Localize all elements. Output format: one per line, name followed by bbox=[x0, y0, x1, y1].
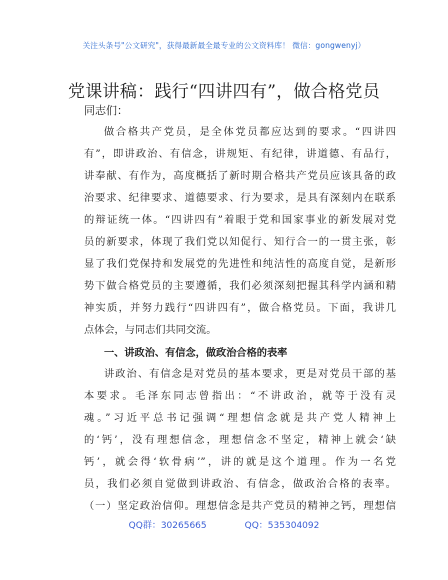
document-body bbox=[84, 100, 396, 518]
paragraph-line: 势下做合格党员的主要遵循，我们必须深刻把握其科学内涵和精 bbox=[84, 281, 396, 292]
paragraph-line: （一）坚定政治信仰。理想信念是共产党员的精神之钙，理想信 bbox=[84, 501, 396, 512]
header-note: 关注头条号"公文研究"，获得最新最全最专业的公文资料库！ 微信：gongwenyj） bbox=[82, 41, 366, 50]
section-heading: 一、讲政治、有信念，做政治合格的表率 bbox=[104, 347, 288, 359]
paragraph-line: 讲奉献、有作为，高度概括了新时期合格共产党员应该具备的政 bbox=[84, 171, 396, 182]
paragraph-line: 做合格共产党员，是全体党员都应达到的要求。“四讲四 bbox=[104, 127, 396, 138]
footer-qq: QQ：535304092 bbox=[244, 521, 320, 531]
footer-qq-group: QQ群：30265665 bbox=[128, 521, 207, 531]
paragraph-line: 本要求。毛泽东同志曾指出：“不讲政治，就等于没有灵 bbox=[84, 391, 396, 402]
salutation: 同志们： bbox=[84, 104, 128, 117]
paragraph-line: 讲政治、有信念是对党员的基本要求，更是对党员干部的基 bbox=[104, 369, 396, 380]
paragraph-line: 的辩证统一体。“四讲四有”着眼于党和国家事业的新发展对党 bbox=[84, 215, 396, 226]
document-title: 党课讲稿：践行“四讲四有”，做合格党员 bbox=[67, 82, 381, 102]
paragraph-line: 员的新要求，体现了我们党以知促行、知行合一的一贯主张，彰 bbox=[84, 237, 396, 248]
footer-contact bbox=[0, 518, 448, 531]
paragraph-line: 的‘钙’，没有理想信念，理想信念不坚定，精神上就会‘缺 bbox=[84, 435, 396, 446]
paragraph-line: 钙’，就会得‘软骨病’”，讲的就是这个道理。作为一名党 bbox=[84, 457, 396, 468]
paragraph-line: 魂。”习近平总书记强调“理想信念就是共产党人精神上 bbox=[84, 413, 396, 424]
paragraph-line: 神实质，并努力践行“四讲四有”，做合格党员。下面，我讲几 bbox=[84, 303, 396, 314]
paragraph-line: 员，我们必须自觉做到讲政治、有信念，做政治合格的表率。 bbox=[84, 479, 396, 490]
paragraph-line: 显了我们党保持和发展党的先进性和纯洁性的高度自觉，是新形 bbox=[84, 259, 396, 270]
paragraph-line: 有”，即讲政治、有信念，讲规矩、有纪律，讲道德、有品行， bbox=[84, 149, 396, 160]
paragraph-line: 点体会，与同志们共同交流。 bbox=[84, 325, 217, 336]
paragraph-line: 治要求、纪律要求、道德要求、行为要求，是具有深刻内在联系 bbox=[84, 193, 396, 204]
